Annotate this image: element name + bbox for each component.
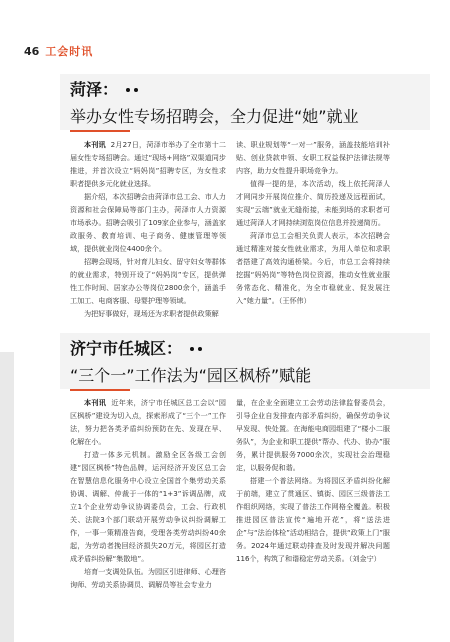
title-accent-bar bbox=[70, 130, 130, 132]
article2-title-block bbox=[70, 339, 311, 387]
article1-paragraph: 菏泽市总工会相关负责人表示，本次招聘会通过精准对接女性就业需求，为用人单位和求职者搭建了高效沟通桥梁。今后，市总工会将持续挖掘“妈妈岗”等特色岗位资源，推动女性就业服务常态化、精准化，为全市稳就业、促发展注入“她力量”。（王怀伟） bbox=[236, 231, 390, 305]
page-fold-shadow bbox=[0, 352, 14, 642]
page-header bbox=[24, 44, 93, 58]
title-dots bbox=[190, 347, 202, 351]
article2-paragraph: 培育一支调处队伍。为园区引进律师、心理咨询师、劳动关系协调员、调解员等社会专业力 bbox=[70, 567, 226, 589]
article1-paragraph: 值得一提的是，本次活动，线上依托菏泽人才网同步开展岗位推介、简历投递及远程面试，实现“云端”就业无缝衔接，未能到场的求职者可通过菏泽人才网持续浏览岗位信息并投递简历。 bbox=[236, 179, 390, 227]
article1-column-right bbox=[236, 138, 390, 307]
article1-paragraph: 读、职业规划等“一对一”服务，涵盖技能培训补贴、创业贷款申领、女职工权益保护法律法规等内容，助力女性提升职场竞争力。 bbox=[236, 140, 390, 175]
page-number: 46 bbox=[24, 44, 40, 58]
article2-column-right bbox=[236, 396, 390, 565]
title-accent-bar bbox=[70, 389, 130, 391]
article1-paragraph: 据介绍，本次招聘会由菏泽市总工会、市人力资源和社会保障局等部门主办，菏泽市人力资源市场承办。招聘会吸引了109家企业参与，涵盖家政服务、教育培训、电子商务、健康管理等领域，提供就业岗位4400余个。 bbox=[70, 192, 226, 253]
article1-lead-label: 本刊讯 bbox=[84, 140, 106, 149]
article2-paragraph: 搭建一个普法网络。为将园区矛盾纠纷化解于前端，建立了贯通区、镇街、园区三级普法工作组织网络，实现了普法工作网格全覆盖。积极推进园区普法宣传“遍地开花”，将“送法进企”与“法治体检”活动相结合，提供“政策上门”服务。2024年通过联动排查及时发现并解决问题116个，构筑了和谐稳定劳动关系。（刘金宁） bbox=[236, 476, 390, 563]
article2-paragraph: 打造一体多元机制。激励全区各级工会创建“园区枫桥”特色品牌，运河经济开发区总工会在智慧信息化服务中心设立全国首个集劳动关系协调、调解、仲裁于一体的“1+3”诉调品牌，成立1个企业劳动争议协调委员会，工会、行政机关、法院3个部门联动开展劳动争议纠纷调解工作，一事一策精准告商，受理各类劳动纠纷40余起，为劳动者挽回经济损失20万元，将园区打造成矛盾纠纷解“集散地”。 bbox=[70, 450, 226, 563]
article1-headline: 举办女性专场招聘会，全力促进“她”就业 bbox=[70, 107, 359, 126]
article1-title-block bbox=[70, 80, 359, 128]
article1-paragraph: 招聘会现场，针对育儿妇女、留守妇女等群体的就业需求，特别开设了“妈妈岗”专区，提供弹性工作时间、居家办公等岗位2800余个，涵盖手工加工、电商客服、母婴护理等领域。 bbox=[70, 257, 226, 305]
article2-column-left bbox=[70, 396, 226, 591]
article1-paragraph: 为把好事做好，现场还为求职者提供政策解 bbox=[84, 309, 219, 318]
article2-location: 济宁市任城区： bbox=[70, 339, 183, 358]
article2-paragraph: 量，在企业全面建立工会劳动法律监督委员会，引导企业自发排查内部矛盾纠纷，确保劳动争议早发现、快处置。在海能电商园组建了“楼小二服务队”，为企业和职工提供“帮办、代办、协办”服务，累计提供服务7000余次，实现社会治理稳定，以服务促和谐。 bbox=[236, 398, 390, 472]
article2-headline: “三个一”工作法为“园区枫桥”赋能 bbox=[70, 366, 312, 385]
article1-location: 菏泽： bbox=[70, 80, 119, 99]
article1-paragraph: 2月27日，菏泽市举办了全市第十二届女性专场招聘会。通过“现场+网络”双渠道同步推进，并首次设立“妈妈岗”招聘专区，为女性求职者提供多元化就业选择。 bbox=[70, 140, 227, 188]
article1-column-left bbox=[70, 138, 226, 320]
article2-paragraph: 近年来，济宁市任城区总工会以“园区枫桥”建设为切入点，探索形成了“三个一”工作法，努力把各类矛盾纠纷预防在先、发现在早、化解在小。 bbox=[70, 398, 226, 446]
article2-lead-label: 本刊讯 bbox=[84, 398, 107, 407]
title-dots bbox=[126, 88, 138, 92]
section-title: 工会时讯 bbox=[45, 45, 94, 58]
